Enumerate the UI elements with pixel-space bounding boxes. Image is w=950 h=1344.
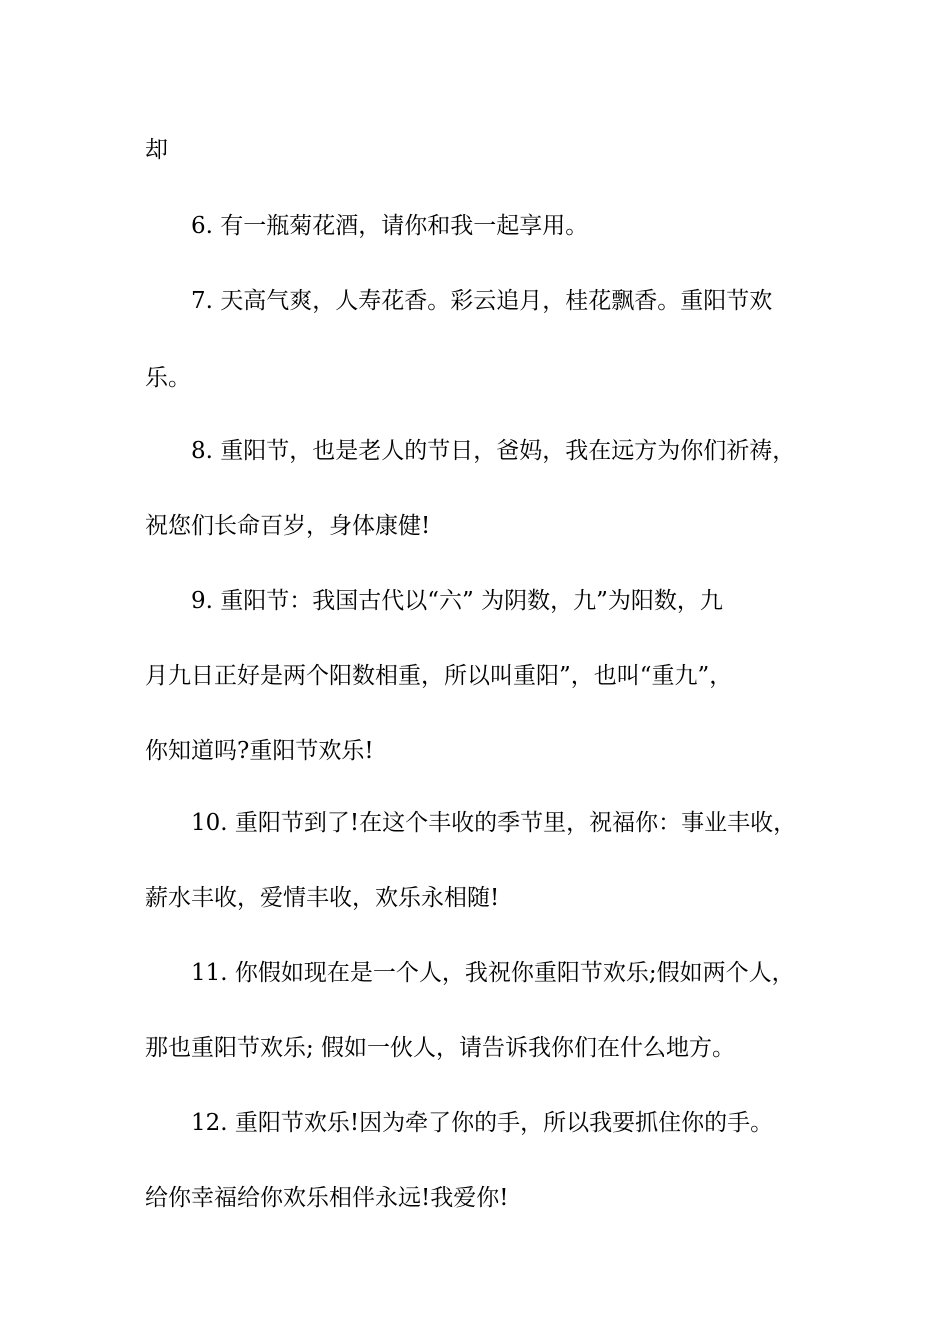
- text-line: 11. 你假如现在是一个人，我祝你重阳节欢乐;假如两个人，: [191, 960, 795, 986]
- text-line: 6. 有一瓶菊花酒，请你和我一起享用。: [191, 213, 589, 239]
- text-line: 8. 重阳节，也是老人的节日，爸妈，我在远方为你们祈祷，: [191, 438, 796, 464]
- text-line: 给你幸福给你欢乐相伴永远!我爱你!: [145, 1185, 509, 1211]
- text-line: 却: [145, 137, 168, 163]
- text-line: 你知道吗?重阳节欢乐!: [145, 738, 374, 764]
- text-line: 薪水丰收，爱情丰收，欢乐永相随!: [145, 885, 500, 911]
- text-line: 9. 重阳节：我国古代以“六” 为阴数，九”为阳数，九: [191, 588, 723, 614]
- text-line: 月九日正好是两个阳数相重，所以叫重阳”，也叫“重九”，: [145, 663, 733, 689]
- text-line: 12. 重阳节欢乐!因为牵了你的手，所以我要抓住你的手。: [191, 1110, 774, 1136]
- text-line: 10. 重阳节到了!在这个丰收的季节里，祝福你：事业丰收，: [191, 810, 797, 836]
- text-line: 乐。: [145, 365, 191, 391]
- text-line: 那也重阳节欢乐; 假如一伙人，请告诉我你们在什么地方。: [145, 1035, 736, 1061]
- text-line: 祝您们长命百岁，身体康健!: [145, 513, 431, 539]
- text-line: 7. 天高气爽，人寿花香。彩云追月，桂花飘香。重阳节欢: [191, 288, 773, 314]
